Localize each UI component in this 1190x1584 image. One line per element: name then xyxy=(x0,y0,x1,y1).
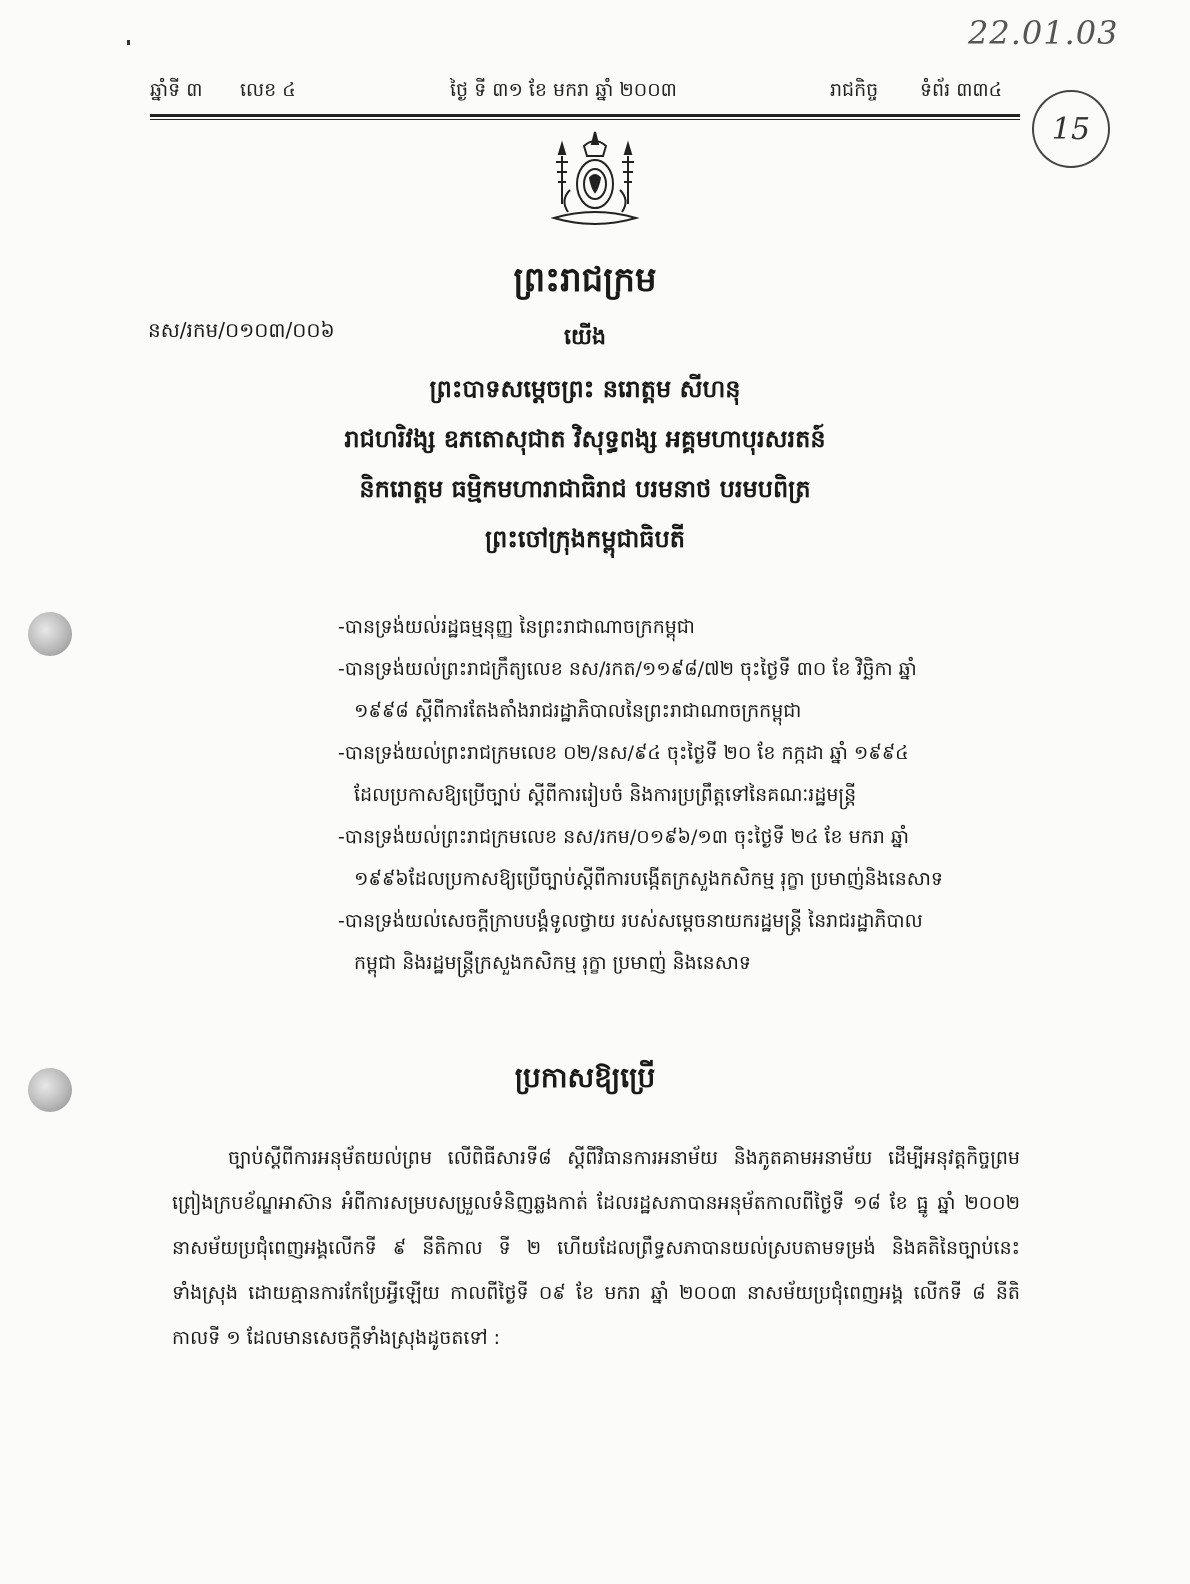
punch-hole xyxy=(28,612,72,656)
preamble-item-continued: កម្ពុជា និងរដ្ឋមន្ត្រីក្រសួងកសិកម្ម រុក្ខា ប្រមាញ់ និងនេសាទ xyxy=(354,952,751,974)
header-date: ថ្ងៃ ទី ៣១ ខែ មករា ឆ្នាំ ២០០៣ xyxy=(450,79,677,101)
header-page: ទំព័រ ៣៣៤ xyxy=(920,79,1003,101)
decree-we: យើង xyxy=(564,325,606,350)
king-title-line-2: រាជហរិវង្ស ឧភតោសុជាត វិសុទ្ធពង្ស អគ្គមហាបុរសរតន៍ xyxy=(344,425,826,453)
handwritten-page-number xyxy=(1032,90,1110,168)
decree-reference-number: នស/រកម/០១០៣/០០៦ xyxy=(148,318,335,342)
handwritten-number-text: 15 xyxy=(1051,111,1091,147)
header-gazette: រាជកិច្ច xyxy=(830,79,879,101)
preamble-item: -បានទ្រង់យល់សេចក្តីក្រាបបង្គំទូលថ្វាយ របស់សម្តេចនាយករដ្ឋមន្ត្រី នៃរាជរដ្ឋាភិបាល xyxy=(338,910,923,932)
body-paragraph-text: ច្បាប់ស្តីពីការអនុម័តយល់ព្រម លើពិធីសារទី៨ ស្តីពីវិធានការអនាម័យ និងភូតគាមអនាម័យ ដើម្បីអនុវត្តកិច្ចព្រមព្រៀងក្របខ័ណ្ឌអាស៊ាន អំពីការសម្របសម្រួលទំនិញឆ្លងកាត់ ដែលរដ្ឋសភាបានអនុម័តកាលពីថ្ងៃទី ១៨ ខែ ធ្នូ ឆ្នាំ ២០០២ នាសម័យប្រជុំពេញអង្គលើកទី ៩ នីតិកាល ទី ២ ហើយដែលព្រឹទ្ធសភាបានយល់ស្របតាមទម្រង់ និងគតិនៃច្បាប់នេះទាំងស្រុង ដោយគ្មានការកែប្រែអ្វីឡើយ កាលពីថ្ងៃទី ០៩ ខែ មករា ឆ្នាំ ២០០៣ នាសម័យប្រជុំពេញអង្គ លើកទី ៨ នីតិកាលទី ១ ដែលមានសេចក្តីទាំងស្រុងដូចតទៅ : xyxy=(172,1147,1020,1349)
header-issue: លេខ ៤ xyxy=(240,79,296,101)
preamble-item-continued: ១៩៩៨ ស្តីពីការតែងតាំងរាជរដ្ឋាភិបាលនៃព្រះរាជាណាចក្រកម្ពុជា xyxy=(354,700,802,722)
header-year: ឆ្នាំទី ៣ xyxy=(150,79,203,101)
king-title-line-3: និករោត្តម ធម្មិកមហារាជាធិរាជ បរមនាថ បរមបពិត្រ xyxy=(359,475,811,503)
preamble-item-continued: ១៩៩៦ដែលប្រកាសឱ្យប្រើច្បាប់ស្តីពីការបង្កើតក្រសួងកសិកម្ម រុក្ខា ប្រមាញ់និងនេសាទ xyxy=(354,868,943,890)
handwritten-date: 22.01.03 xyxy=(968,14,1119,52)
royal-coat-of-arms-icon xyxy=(540,126,650,234)
gazette-header xyxy=(150,78,1020,110)
punch-hole xyxy=(28,1068,72,1112)
preamble-item: -បានទ្រង់យល់ព្រះរាជក្រមលេខ នស/រកម/០១៩៦/១៣ ចុះថ្ងៃទី ២៤ ខែ មករា ឆ្នាំ xyxy=(338,826,909,848)
preamble-list xyxy=(338,606,1008,984)
king-title-line-1: ព្រះបាទសម្តេចព្រះ នរោត្តម សីហនុ xyxy=(429,375,741,403)
header-rule-thin xyxy=(150,119,1020,120)
body-paragraph xyxy=(172,1136,1020,1361)
preamble-item: -បានទ្រង់យល់រដ្ឋធម្មនុញ្ញ នៃព្រះរាជាណាចក្រកម្ពុជា xyxy=(338,616,695,638)
promulgate-heading: ប្រកាសឱ្យប្រើ xyxy=(514,1061,656,1094)
preamble-item: -បានទ្រង់យល់ព្រះរាជក្រមលេខ ០២/នស/៩៤ ចុះថ្ងៃទី ២០ ខែ កក្កដា ឆ្នាំ ១៩៩៤ xyxy=(338,742,909,764)
decree-title: ព្រះរាជក្រម xyxy=(513,260,657,300)
king-title-line-4: ព្រះចៅក្រុងកម្ពុជាធិបតី xyxy=(484,525,686,553)
preamble-item-continued: ដែលប្រកាសឱ្យប្រើច្បាប់ ស្តីពីការរៀបចំ និងការប្រព្រឹត្តទៅនៃគណៈរដ្ឋមន្ត្រី xyxy=(354,784,857,806)
header-rule xyxy=(150,114,1020,117)
scan-speck xyxy=(127,40,130,45)
preamble-item: -បានទ្រង់យល់ព្រះរាជក្រឹត្យលេខ នស/រកត/១១៩៨/៧២ ចុះថ្ងៃទី ៣០ ខែ វិច្ឆិកា ឆ្នាំ xyxy=(338,658,917,680)
